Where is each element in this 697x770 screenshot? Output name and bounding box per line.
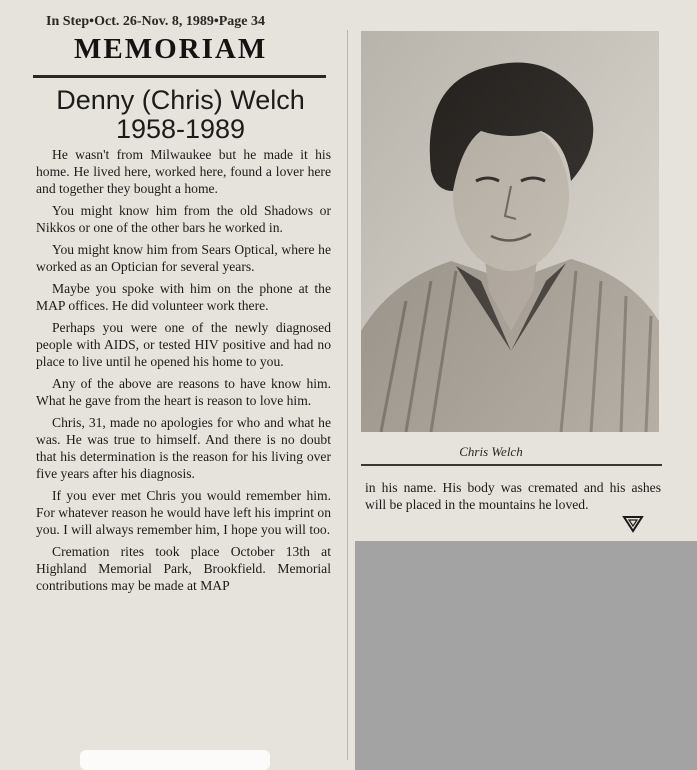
scan-artifact <box>80 750 270 770</box>
paragraph-continued: in his name. His body was cremated and his ashes will be placed in the mountains he loved. <box>365 480 661 512</box>
article-body-left <box>36 146 331 599</box>
column-divider <box>347 30 348 760</box>
caption-rule <box>361 464 662 466</box>
paragraph: You might know him from the old Shadows or Nikkos or one of the other bars he worked in. <box>36 203 331 235</box>
paragraph: Cremation rites took place October 13th at Highland Memorial Park, Brookfield. Memorial contributions may be made at MAP <box>36 544 331 593</box>
paragraph: Perhaps you were one of the newly diagnosed people with AIDS, or tested HIV positive and had no place to live until he opened his home to you. <box>36 320 331 369</box>
photo-caption: Chris Welch <box>459 444 523 459</box>
headline-years: 1958-1989 <box>115 114 246 144</box>
end-of-story-triangle-icon <box>622 515 644 533</box>
paragraph: If you ever met Chris you would remember him. For whatever reason he would have left his imprint on you. I will always remember him, I hope you will too. <box>36 488 331 537</box>
portrait-photo <box>361 31 659 432</box>
paragraph: He wasn't from Milwaukee but he made it his home. He lived here, worked here, found a lover here and together they bought a home. <box>36 147 331 196</box>
paragraph: Maybe you spoke with him on the phone at the MAP offices. He did volunteer work there. <box>36 281 331 313</box>
portrait-illustration <box>361 31 659 432</box>
paragraph: Chris, 31, made no apologies for who and what he was. He was true to himself. And there is no doubt that his determination is the reason for his living over five years after his diagnosis. <box>36 415 331 481</box>
header-rule <box>33 75 326 78</box>
redacted-area <box>355 541 697 770</box>
paragraph: Any of the above are reasons to have know him. What he gave from the heart is reason to love him. <box>36 376 331 408</box>
section-title: MEMORIAM <box>74 33 268 65</box>
article-body-right <box>365 479 661 513</box>
running-head: In Step•Oct. 26-Nov. 8, 1989•Page 34 <box>46 14 266 29</box>
headline-name: Denny (Chris) Welch <box>56 85 305 115</box>
paragraph: You might know him from Sears Optical, where he worked as an Optician for several years. <box>36 242 331 274</box>
headline <box>33 86 328 144</box>
